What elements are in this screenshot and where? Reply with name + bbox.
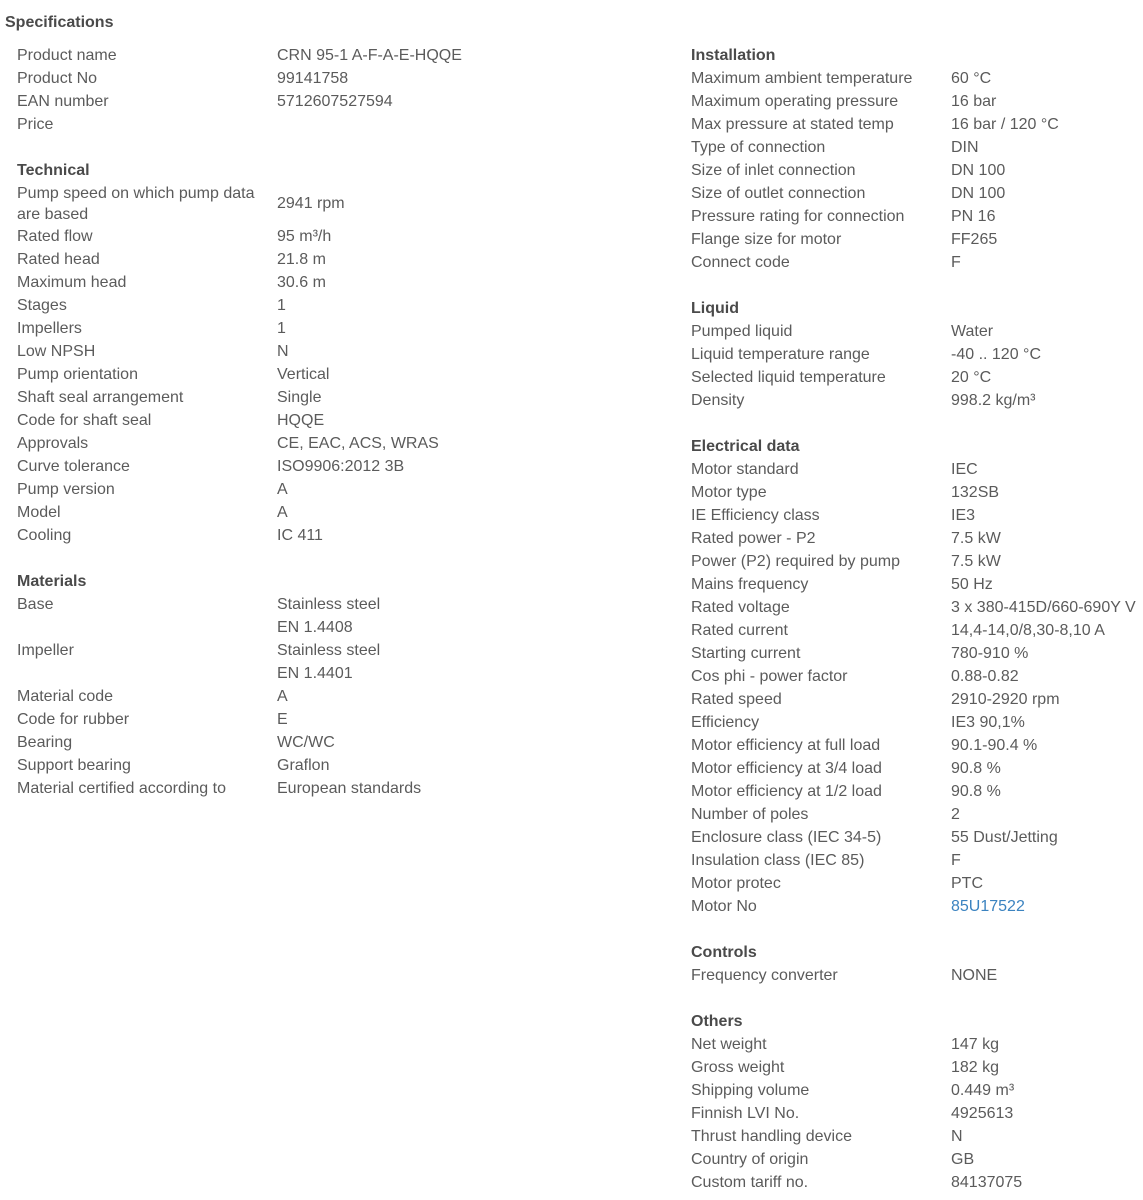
spec-value-line: 7.5 kW <box>951 553 1001 570</box>
spec-section-technical <box>17 159 577 547</box>
section-title: Installation <box>691 47 776 64</box>
spec-label: Code for rubber <box>17 711 130 728</box>
spec-label: Pump orientation <box>17 366 138 383</box>
spec-value-line: 60 °C <box>951 70 992 87</box>
spec-value <box>277 777 577 800</box>
section-title: Electrical data <box>691 438 800 455</box>
spec-row-rated-current <box>691 619 1141 642</box>
spec-label: Impeller <box>17 642 74 659</box>
spec-value <box>951 688 1141 711</box>
spec-row-low-npsh <box>17 340 577 363</box>
spec-value-line: F <box>951 852 961 869</box>
spec-value <box>951 90 1141 113</box>
spec-value-line: E <box>277 711 288 728</box>
spec-label: Motor standard <box>691 461 799 478</box>
spec-value <box>277 113 577 136</box>
spec-value <box>951 320 1141 343</box>
spec-value <box>951 251 1141 274</box>
spec-row-country-of-origin <box>691 1148 1141 1171</box>
spec-value-line: 30.6 m <box>277 274 326 291</box>
spec-row-rated-head <box>17 248 577 271</box>
spec-row-price <box>17 113 577 136</box>
spec-value <box>951 343 1141 366</box>
spec-value <box>277 639 577 685</box>
spec-value <box>951 780 1141 803</box>
spec-value-line: NONE <box>951 967 998 984</box>
spec-row-efficiency <box>691 711 1141 734</box>
spec-value-line: -40 .. 120 °C <box>951 346 1041 363</box>
spec-value <box>277 44 577 67</box>
spec-value-line: 2941 rpm <box>277 195 345 212</box>
spec-value-line: 1 <box>277 297 286 314</box>
spec-label: Shaft seal arrangement <box>17 389 184 406</box>
spec-value-line: IEC <box>951 461 978 478</box>
spec-label: Efficiency <box>691 714 760 731</box>
spec-label: Model <box>17 504 61 521</box>
spec-row-model <box>17 501 577 524</box>
spec-label: Maximum operating pressure <box>691 93 899 110</box>
spec-value <box>951 734 1141 757</box>
spec-row-density <box>691 389 1141 412</box>
spec-value <box>951 642 1141 665</box>
spec-value <box>951 550 1141 573</box>
spec-value <box>277 90 577 113</box>
spec-value <box>277 340 577 363</box>
spec-value-line: EN 1.4401 <box>277 665 353 682</box>
spec-row-mains-frequency <box>691 573 1141 596</box>
spec-label: Pump speed on which pump data are based <box>17 185 255 223</box>
spec-value <box>277 225 577 248</box>
section-title: Technical <box>17 162 90 179</box>
spec-value-line: A <box>277 688 288 705</box>
spec-value <box>951 1171 1141 1194</box>
spec-value <box>277 708 577 731</box>
spec-value-line: 16 bar / 120 °C <box>951 116 1059 133</box>
spec-row-flange-size-for-motor <box>691 228 1141 251</box>
spec-label: Cooling <box>17 527 72 544</box>
spec-value-line: F <box>951 254 961 271</box>
spec-row-pump-speed-on-which-pump-data-are-based <box>17 182 577 225</box>
spec-row-connect-code <box>691 251 1141 274</box>
spec-value <box>951 67 1141 90</box>
spec-value-line: 20 °C <box>951 369 992 386</box>
spec-value <box>951 803 1141 826</box>
spec-section-materials <box>17 570 577 800</box>
spec-value-line: CE, EAC, ACS, WRAS <box>277 435 439 452</box>
spec-label: Support bearing <box>17 757 131 774</box>
spec-label: Gross weight <box>691 1059 785 1076</box>
spec-value <box>277 386 577 409</box>
spec-value-line: 0.88-0.82 <box>951 668 1019 685</box>
spec-value <box>277 685 577 708</box>
spec-value-line: 50 Hz <box>951 576 993 593</box>
spec-value <box>951 159 1141 182</box>
spec-label: Thrust handling device <box>691 1128 852 1145</box>
spec-label: Enclosure class (IEC 34-5) <box>691 829 882 846</box>
spec-label: Rated head <box>17 251 100 268</box>
spec-label: Pressure rating for connection <box>691 208 905 225</box>
spec-row-material-code <box>17 685 577 708</box>
spec-section-controls <box>691 941 1141 987</box>
spec-row-pumped-liquid <box>691 320 1141 343</box>
spec-row-gross-weight <box>691 1056 1141 1079</box>
spec-row-pressure-rating-for-connection <box>691 205 1141 228</box>
spec-row-motor-standard <box>691 458 1141 481</box>
spec-row-shaft-seal-arrangement <box>17 386 577 409</box>
spec-row-stages <box>17 294 577 317</box>
spec-row-support-bearing <box>17 754 577 777</box>
spec-row-cos-phi-power-factor <box>691 665 1141 688</box>
spec-label: Rated voltage <box>691 599 790 616</box>
spec-value-line: FF265 <box>951 231 998 248</box>
spec-label: Custom tariff no. <box>691 1174 809 1191</box>
spec-value-line: DN 100 <box>951 162 1006 179</box>
spec-label: Approvals <box>17 435 89 452</box>
section-title: Liquid <box>691 300 739 317</box>
spec-row-shipping-volume <box>691 1079 1141 1102</box>
spec-value-line: Stainless steel <box>277 642 381 659</box>
spec-value-line: Stainless steel <box>277 596 381 613</box>
spec-label: Base <box>17 596 54 613</box>
spec-section-general <box>17 44 577 136</box>
spec-value <box>277 432 577 455</box>
spec-label: Material certified according to <box>17 780 226 797</box>
spec-value-line: 0.449 m³ <box>951 1082 1015 1099</box>
spec-label: Pump version <box>17 481 115 498</box>
spec-label: Product No <box>17 70 98 87</box>
spec-value-line: 90.8 % <box>951 760 1001 777</box>
spec-value <box>951 366 1141 389</box>
spec-label: Maximum head <box>17 274 127 291</box>
spec-value-line: 147 kg <box>951 1036 1000 1053</box>
spec-value-line: 5712607527594 <box>277 93 393 110</box>
spec-label: Motor efficiency at 3/4 load <box>691 760 882 777</box>
spec-row-max-pressure-at-stated-temp <box>691 113 1141 136</box>
spec-label: Low NPSH <box>17 343 96 360</box>
spec-row-rated-speed <box>691 688 1141 711</box>
spec-label: Rated power - P2 <box>691 530 816 547</box>
spec-value-line: 7.5 kW <box>951 530 1001 547</box>
spec-value-line: 4925613 <box>951 1105 1014 1122</box>
spec-value-line: 99141758 <box>277 70 349 87</box>
spec-label: Maximum ambient temperature <box>691 70 913 87</box>
spec-value-line: PN 16 <box>951 208 996 225</box>
spec-row-bearing <box>17 731 577 754</box>
spec-section-electrical-data <box>691 435 1141 918</box>
spec-value <box>951 1148 1141 1171</box>
spec-label: Impellers <box>17 320 82 337</box>
spec-row-motor-efficiency-at-1-2-load <box>691 780 1141 803</box>
specs-right-column <box>691 44 1141 1194</box>
spec-value <box>277 363 577 386</box>
spec-label: Country of origin <box>691 1151 809 1168</box>
spec-row-net-weight <box>691 1033 1141 1056</box>
spec-value <box>951 573 1141 596</box>
spec-row-selected-liquid-temperature <box>691 366 1141 389</box>
spec-row-motor-type <box>691 481 1141 504</box>
spec-row-approvals <box>17 432 577 455</box>
spec-label: Product name <box>17 47 117 64</box>
spec-value-line: 21.8 m <box>277 251 326 268</box>
spec-value-line: HQQE <box>277 412 325 429</box>
spec-value-line: DIN <box>951 139 979 156</box>
spec-label: Bearing <box>17 734 73 751</box>
spec-label: Type of connection <box>691 139 826 156</box>
spec-value <box>951 619 1141 642</box>
spec-value-line: IE3 <box>951 507 976 524</box>
spec-value <box>951 228 1141 251</box>
spec-section-installation <box>691 44 1141 274</box>
spec-value-line: 16 bar <box>951 93 997 110</box>
spec-value-line: CRN 95-1 A-F-A-E-HQQE <box>277 47 462 64</box>
spec-label: Rated flow <box>17 228 93 245</box>
spec-value <box>951 872 1141 895</box>
spec-value <box>277 294 577 317</box>
spec-value <box>951 849 1141 872</box>
spec-value-line: 998.2 kg/m³ <box>951 392 1036 409</box>
spec-value <box>277 593 577 639</box>
spec-value <box>277 455 577 478</box>
spec-label: Motor efficiency at full load <box>691 737 881 754</box>
spec-label: Frequency converter <box>691 967 838 984</box>
spec-value-line: 55 Dust/Jetting <box>951 829 1058 846</box>
spec-row-insulation-class-iec-85 <box>691 849 1141 872</box>
spec-label: Starting current <box>691 645 801 662</box>
spec-label: Size of inlet connection <box>691 162 856 179</box>
spec-row-custom-tariff-no <box>691 1171 1141 1194</box>
section-title: Materials <box>17 573 87 590</box>
spec-row-product-name <box>17 44 577 67</box>
spec-value <box>951 389 1141 412</box>
spec-row-frequency-converter <box>691 964 1141 987</box>
spec-value <box>277 271 577 294</box>
spec-row-size-of-inlet-connection <box>691 159 1141 182</box>
spec-value-line: N <box>951 1128 963 1145</box>
spec-value-line: 132SB <box>951 484 1000 501</box>
spec-value <box>951 757 1141 780</box>
spec-value <box>277 317 577 340</box>
spec-label: Rated current <box>691 622 788 639</box>
spec-row-ean-number <box>17 90 577 113</box>
spec-value <box>951 527 1141 550</box>
spec-value-line: 1 <box>277 320 286 337</box>
spec-value-line: European standards <box>277 780 422 797</box>
spec-value <box>951 1033 1141 1056</box>
spec-row-curve-tolerance <box>17 455 577 478</box>
spec-value-line: A <box>277 504 288 521</box>
spec-value-line: 3 x 380-415D/660-690Y V <box>951 599 1136 616</box>
spec-row-size-of-outlet-connection <box>691 182 1141 205</box>
spec-label: Motor No <box>691 898 757 915</box>
spec-row-power-p2-required-by-pump <box>691 550 1141 573</box>
spec-label: Number of poles <box>691 806 809 823</box>
spec-label: Rated speed <box>691 691 782 708</box>
spec-value <box>277 478 577 501</box>
spec-label: Max pressure at stated temp <box>691 116 894 133</box>
spec-row-motor-efficiency-at-3-4-load <box>691 757 1141 780</box>
spec-label: Power (P2) required by pump <box>691 553 900 570</box>
spec-value <box>951 1079 1141 1102</box>
spec-label: Curve tolerance <box>17 458 130 475</box>
spec-label: Mains frequency <box>691 576 809 593</box>
spec-value <box>277 731 577 754</box>
spec-value <box>277 524 577 547</box>
spec-row-rated-flow <box>17 225 577 248</box>
spec-value-line: 780-910 % <box>951 645 1029 662</box>
spec-row-impeller <box>17 639 577 685</box>
spec-value <box>951 1056 1141 1079</box>
spec-row-code-for-shaft-seal <box>17 409 577 432</box>
spec-row-material-certified-according-to <box>17 777 577 800</box>
spec-value <box>277 67 577 90</box>
spec-row-maximum-operating-pressure <box>691 90 1141 113</box>
spec-value <box>951 481 1141 504</box>
spec-label: Size of outlet connection <box>691 185 866 202</box>
spec-label: Motor type <box>691 484 767 501</box>
spec-row-maximum-ambient-temperature <box>691 67 1141 90</box>
spec-value <box>951 1102 1141 1125</box>
spec-value <box>951 711 1141 734</box>
spec-value-line: N <box>277 343 289 360</box>
spec-value <box>277 501 577 524</box>
spec-label: Stages <box>17 297 67 314</box>
motor-no-link[interactable]: 85U17522 <box>951 898 1025 915</box>
spec-label: Connect code <box>691 254 790 271</box>
spec-row-thrust-handling-device <box>691 1125 1141 1148</box>
spec-value <box>951 964 1141 987</box>
spec-value-line: PTC <box>951 875 983 892</box>
spec-value <box>951 113 1141 136</box>
spec-label: Material code <box>17 688 114 705</box>
spec-label: Selected liquid temperature <box>691 369 886 386</box>
spec-row-base <box>17 593 577 639</box>
page-title: Specifications <box>5 14 114 31</box>
spec-row-number-of-poles <box>691 803 1141 826</box>
spec-row-rated-power-p2 <box>691 527 1141 550</box>
spec-value <box>951 205 1141 228</box>
spec-label: Pumped liquid <box>691 323 793 340</box>
spec-value <box>277 409 577 432</box>
spec-label: Flange size for motor <box>691 231 842 248</box>
section-title: Controls <box>691 944 757 961</box>
spec-label: Price <box>17 116 54 133</box>
spec-value-line: A <box>277 481 288 498</box>
spec-label: IE Efficiency class <box>691 507 820 524</box>
spec-label: Cos phi - power factor <box>691 668 848 685</box>
spec-value <box>277 182 577 225</box>
spec-value-line: 95 m³/h <box>277 228 332 245</box>
spec-label: Net weight <box>691 1036 767 1053</box>
spec-section-others <box>691 1010 1141 1194</box>
spec-value <box>951 596 1141 619</box>
spec-label: EAN number <box>17 93 109 110</box>
spec-label: Motor protec <box>691 875 781 892</box>
spec-row-starting-current <box>691 642 1141 665</box>
spec-label: Density <box>691 392 745 409</box>
spec-row-maximum-head <box>17 271 577 294</box>
spec-value-line: 2910-2920 rpm <box>951 691 1060 708</box>
spec-label: Insulation class (IEC 85) <box>691 852 865 869</box>
spec-value <box>951 826 1141 849</box>
spec-label: Shipping volume <box>691 1082 810 1099</box>
spec-value-line: 2 <box>951 806 960 823</box>
spec-row-rated-voltage <box>691 596 1141 619</box>
spec-row-pump-orientation <box>17 363 577 386</box>
spec-row-code-for-rubber <box>17 708 577 731</box>
spec-value-line: IC 411 <box>277 527 323 544</box>
spec-value <box>951 458 1141 481</box>
spec-row-motor-efficiency-at-full-load <box>691 734 1141 757</box>
spec-row-enclosure-class-iec-34-5 <box>691 826 1141 849</box>
spec-row-pump-version <box>17 478 577 501</box>
spec-value <box>951 895 1141 918</box>
spec-value <box>951 182 1141 205</box>
spec-row-motor-no <box>691 895 1141 918</box>
spec-value-line: WC/WC <box>277 734 335 751</box>
spec-value-line: Graflon <box>277 757 330 774</box>
spec-row-type-of-connection <box>691 136 1141 159</box>
spec-row-ie-efficiency-class <box>691 504 1141 527</box>
spec-value-line: GB <box>951 1151 975 1168</box>
specs-left-column <box>17 44 577 800</box>
spec-value-line: 90.1-90.4 % <box>951 737 1038 754</box>
spec-value-line: IE3 90,1% <box>951 714 1025 731</box>
spec-label: Code for shaft seal <box>17 412 152 429</box>
spec-value <box>277 754 577 777</box>
spec-value-line: EN 1.4408 <box>277 619 353 636</box>
spec-label: Liquid temperature range <box>691 346 870 363</box>
spec-value <box>951 504 1141 527</box>
spec-row-motor-protec <box>691 872 1141 895</box>
spec-label: Finnish LVI No. <box>691 1105 800 1122</box>
spec-value-line: Single <box>277 389 322 406</box>
spec-value-line: 14,4-14,0/8,30-8,10 A <box>951 622 1105 639</box>
spec-value-line: ISO9906:2012 3B <box>277 458 405 475</box>
spec-row-finnish-lvi-no <box>691 1102 1141 1125</box>
spec-value <box>951 665 1141 688</box>
spec-value-line: Water <box>951 323 994 340</box>
spec-value <box>277 248 577 271</box>
spec-value-line: 90.8 % <box>951 783 1001 800</box>
spec-row-liquid-temperature-range <box>691 343 1141 366</box>
spec-value <box>951 1125 1141 1148</box>
spec-value-line: DN 100 <box>951 185 1006 202</box>
section-title: Others <box>691 1013 743 1030</box>
spec-row-impellers <box>17 317 577 340</box>
spec-row-product-no <box>17 67 577 90</box>
spec-section-liquid <box>691 297 1141 412</box>
spec-value-line: 182 kg <box>951 1059 1000 1076</box>
spec-value <box>951 136 1141 159</box>
spec-value-line: Vertical <box>277 366 330 383</box>
spec-row-cooling <box>17 524 577 547</box>
spec-label: Motor efficiency at 1/2 load <box>691 783 882 800</box>
spec-value-line: 84137075 <box>951 1174 1023 1191</box>
